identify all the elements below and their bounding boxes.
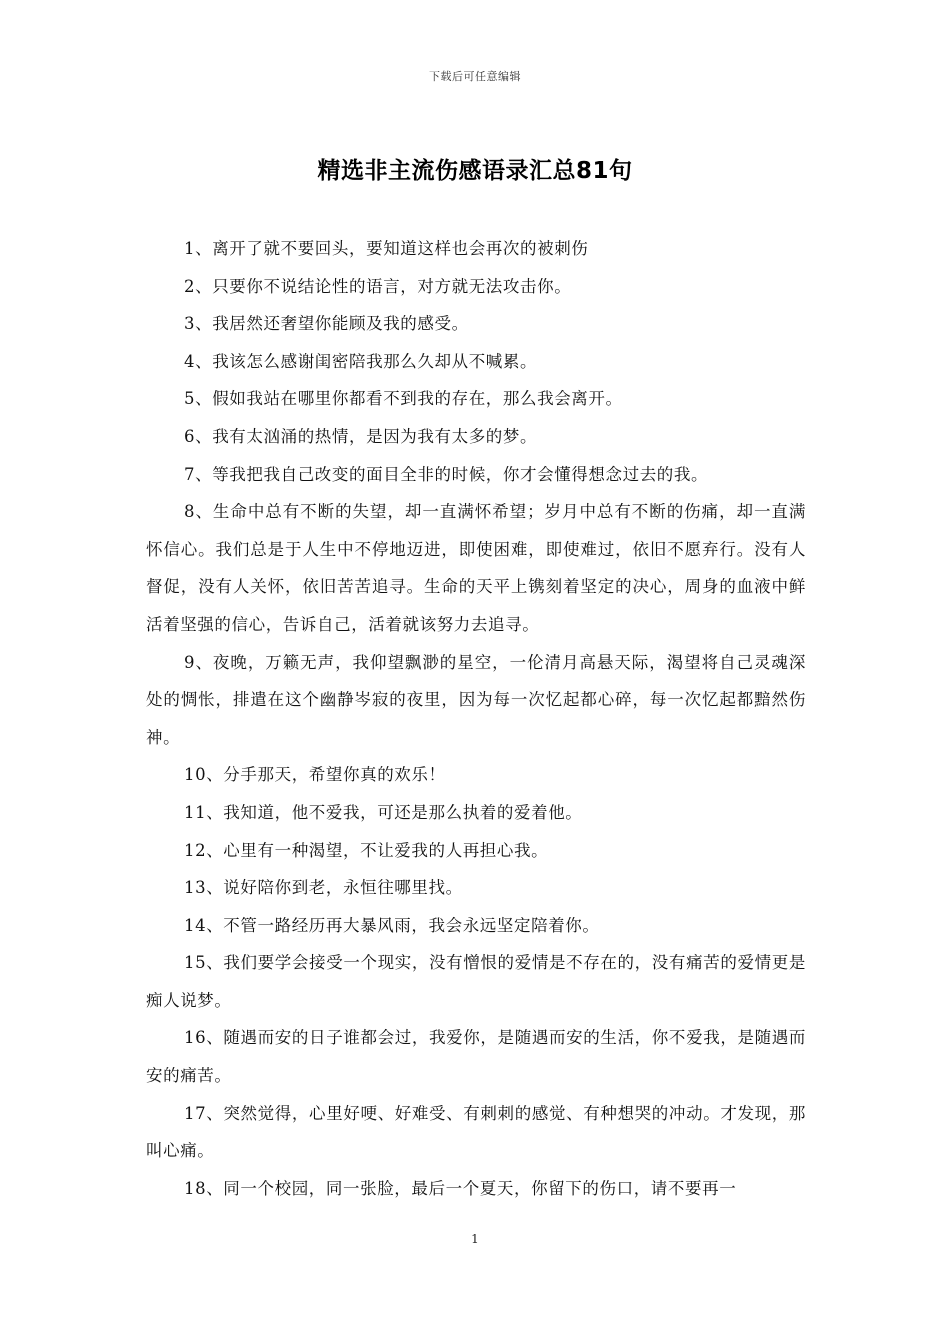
quote-paragraph: 8、生命中总有不断的失望，却一直满怀希望；岁月中总有不断的伤痛，却一直满怀信心。我们总是于人生中不停地迈进，即使困难，即使难过，依旧不愿弃行。没有人督促，没有人关怀，依旧苦苦追寻。生命的天平上镌刻着坚定的决心，周身的血液中鲜活着坚强的信心，告诉自己，活着就该努力去追寻。 xyxy=(146,502,806,634)
quote-paragraph: 7、等我把我自己改变的面目全非的时候，你才会懂得想念过去的我。 xyxy=(184,464,709,484)
quote-paragraph: 4、我该怎么感谢闺密陪我那么久却从不喊累。 xyxy=(184,351,538,371)
quote-paragraph: 2、只要你不说结论性的语言，对方就无法攻击你。 xyxy=(184,276,572,296)
document-body xyxy=(146,230,806,1207)
quote-paragraph: 15、我们要学会接受一个现实，没有憎恨的爱情是不存在的，没有痛苦的爱情更是痴人说梦。 xyxy=(146,953,806,1010)
quote-paragraph: 6、我有太汹涌的热情，是因为我有太多的梦。 xyxy=(184,426,538,446)
header-note: 下载后可任意编辑 xyxy=(429,70,521,83)
quote-paragraph: 16、随遇而安的日子谁都会过，我爱你，是随遇而安的生活，你不爱我，是随遇而安的痛苦。 xyxy=(146,1028,806,1086)
quote-paragraph: 12、心里有一种渴望，不让爱我的人再担心我。 xyxy=(184,840,549,860)
page-number: 1 xyxy=(471,1232,479,1246)
quote-paragraph: 1、离开了就不要回头，要知道这样也会再次的被刺伤 xyxy=(184,239,589,258)
quote-paragraph: 5、假如我站在哪里你都看不到我的存在，那么我会离开。 xyxy=(184,389,623,409)
document-title: 精选非主流伤感语录汇总81句 xyxy=(317,158,633,184)
quote-paragraph: 17、突然觉得，心里好哽、好难受、有刺刺的感觉、有种想哭的冲动。才发现，那叫心痛。 xyxy=(146,1103,806,1161)
quote-paragraph: 18、同一个校园，同一张脸，最后一个夏天，你留下的伤口，请不要再一 xyxy=(184,1178,737,1198)
quote-paragraph: 9、夜晚，万籁无声，我仰望飘渺的星空，一伦清月高悬天际，渴望将自己灵魂深处的惆怅，排遣在这个幽静岑寂的夜里，因为每一次忆起都心碎，每一次忆起都黯然伤神。 xyxy=(146,652,806,747)
quote-paragraph: 3、我居然还奢望你能顾及我的感受。 xyxy=(184,314,469,334)
quote-paragraph: 10、分手那天，希望你真的欢乐！ xyxy=(184,765,446,785)
quote-paragraph: 13、说好陪你到老，永恒往哪里找。 xyxy=(184,878,463,898)
quote-paragraph: 14、不管一路经历再大暴风雨，我会永远坚定陪着你。 xyxy=(184,915,600,935)
quote-paragraph: 11、我知道，他不爱我，可还是那么执着的爱着他。 xyxy=(184,802,583,822)
